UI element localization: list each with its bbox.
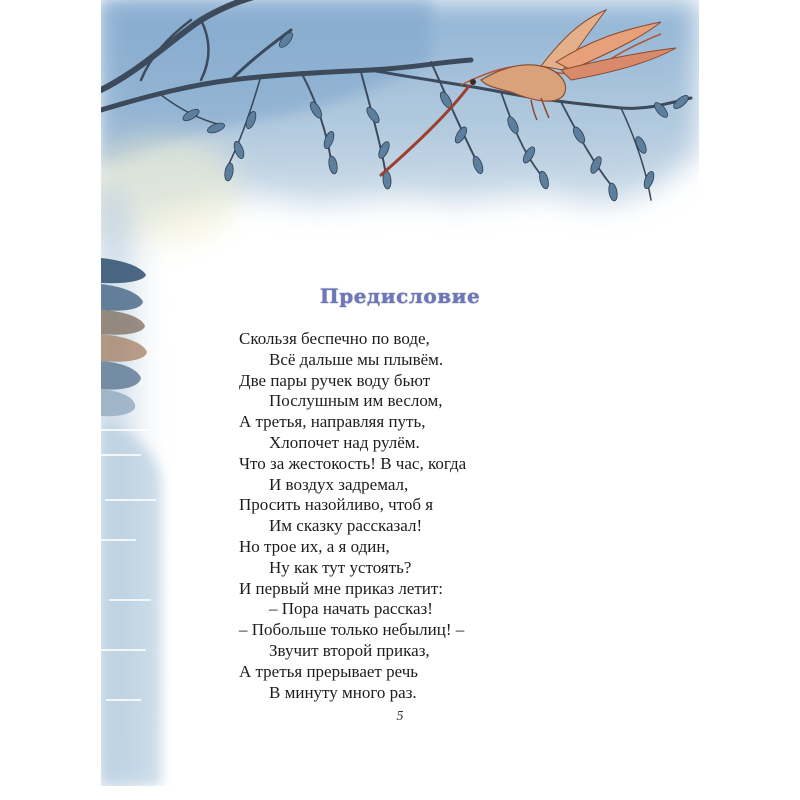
poem-line: Что за жестокость! В час, когда — [239, 453, 467, 473]
poem-line: Просить назойливо, чтоб я — [239, 495, 434, 515]
poem-line: – Пора начать рассказ! — [269, 599, 433, 619]
page-number: 5 — [396, 709, 404, 724]
poem-line: Но трое их, а я один, — [239, 536, 390, 556]
poem-line: – Побольше только небылиц! – — [239, 620, 465, 640]
poem-line: В минуту много раз. — [269, 682, 417, 702]
poem-line: Ну как тут устоять? — [269, 557, 412, 577]
poem-line: А третья прерывает речь — [239, 661, 419, 681]
poem-line: Две пары ручек воду бьют — [239, 370, 431, 390]
poem — [239, 329, 569, 703]
poem-line: Послушным им веслом, — [269, 391, 443, 411]
poem-line: Всё дальше мы плывём. — [269, 349, 444, 369]
poem-line: И воздух задремал, — [269, 474, 409, 494]
book-page — [101, 0, 699, 786]
poem-line: Хлопочет над рулём. — [269, 432, 420, 452]
poem-line: Звучит второй приказ, — [269, 640, 430, 660]
page-title: Предисловие — [319, 284, 481, 308]
poem-line: А третья, направляя путь, — [239, 412, 426, 432]
poem-line: Им сказку рассказал! — [269, 516, 423, 536]
poem-line: Скользя беспечно по воде, — [239, 329, 430, 348]
poem-line: И первый мне приказ летит: — [239, 578, 444, 598]
